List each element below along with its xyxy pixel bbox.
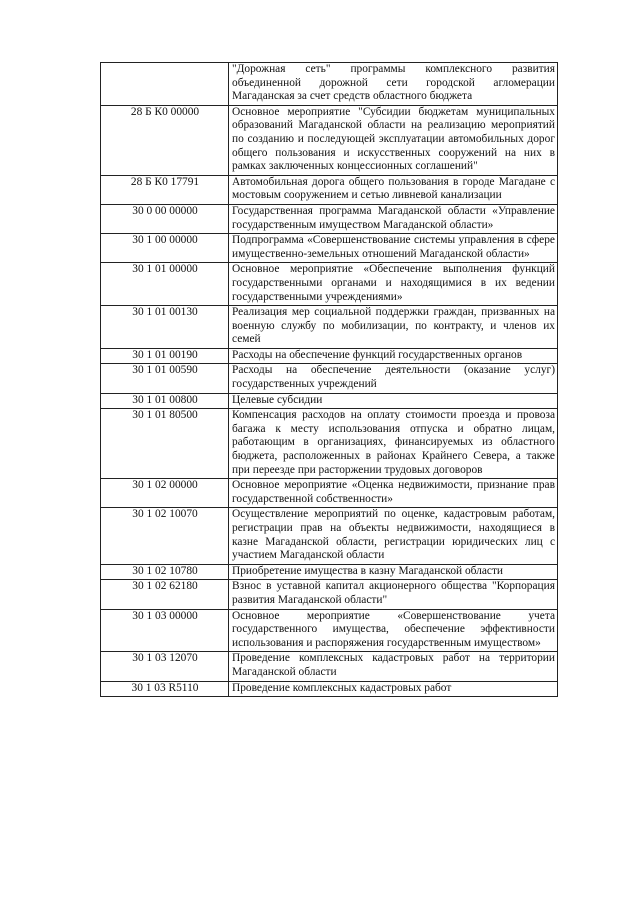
target-article-name: Компенсация расходов на оплату стоимости проезда и провоза багажа к месту использования отпуска и обратно лицам, работающим в организациях, финансируемых из областного бюджета, расположенных в районах Крайнего Севера, а также при переезде при расторжении трудовых договоров bbox=[229, 409, 558, 479]
target-article-code: 30 1 01 00800 bbox=[101, 393, 229, 409]
budget-classification-table bbox=[100, 62, 558, 697]
table-body bbox=[101, 63, 558, 697]
target-article-code: 28 Б К0 00000 bbox=[101, 105, 229, 175]
target-article-code: 30 1 02 10070 bbox=[101, 508, 229, 564]
target-article-code bbox=[101, 63, 229, 106]
target-article-name: Приобретение имущества в казну Магаданской области bbox=[229, 564, 558, 580]
table-row bbox=[101, 175, 558, 204]
table-row bbox=[101, 681, 558, 697]
table-row bbox=[101, 364, 558, 393]
target-article-code: 30 1 00 00000 bbox=[101, 234, 229, 263]
table-row bbox=[101, 479, 558, 508]
table-row bbox=[101, 234, 558, 263]
table-row bbox=[101, 564, 558, 580]
target-article-code: 30 1 01 00190 bbox=[101, 348, 229, 364]
target-article-name: Подпрограмма «Совершенствование системы управления в сфере имущественно-земельных отношений Магаданской области» bbox=[229, 234, 558, 263]
target-article-name: Целевые субсидии bbox=[229, 393, 558, 409]
target-article-name: Основное мероприятие "Субсидии бюджетам муниципальных образований Магаданской области на реализацию мероприятий по созданию и последующей эксплуатации автомобильных дорог общего пользования и искусственных сооружений на них в рамках заключенных концессионных соглашений" bbox=[229, 105, 558, 175]
target-article-name: Автомобильная дорога общего пользования в городе Магадане с мостовым сооружением и сетью ливневой канализации bbox=[229, 175, 558, 204]
target-article-name: Основное мероприятие «Оценка недвижимости, признание прав государственной собственности» bbox=[229, 479, 558, 508]
table-row bbox=[101, 348, 558, 364]
target-article-code: 30 1 01 00000 bbox=[101, 263, 229, 306]
target-article-name: Взнос в уставной капитал акционерного общества "Корпорация развития Магаданской области" bbox=[229, 580, 558, 609]
target-article-code: 30 1 01 00130 bbox=[101, 306, 229, 349]
table-row bbox=[101, 105, 558, 175]
target-article-code: 30 1 03 12070 bbox=[101, 652, 229, 681]
target-article-name: Расходы на обеспечение деятельности (оказание услуг) государственных учреждений bbox=[229, 364, 558, 393]
target-article-name: Проведение комплексных кадастровых работ bbox=[229, 681, 558, 697]
table-row bbox=[101, 609, 558, 652]
target-article-name: Осуществление мероприятий по оценке, кадастровым работам, регистрации прав на объекты недвижимости, находящиеся в казне Магаданской области, регистрации юридических лиц с участием Магаданской области bbox=[229, 508, 558, 564]
table-row bbox=[101, 652, 558, 681]
target-article-name: Основное мероприятие «Обеспечение выполнения функций государственными органами и находящимися в их ведении государственными учреждениями» bbox=[229, 263, 558, 306]
table-row bbox=[101, 508, 558, 564]
target-article-code: 30 1 01 80500 bbox=[101, 409, 229, 479]
table-row bbox=[101, 63, 558, 106]
target-article-name: Государственная программа Магаданской области «Управление государственным имуществом Магаданской области» bbox=[229, 204, 558, 233]
target-article-code: 30 1 02 10780 bbox=[101, 564, 229, 580]
target-article-code: 30 0 00 00000 bbox=[101, 204, 229, 233]
table-row bbox=[101, 204, 558, 233]
target-article-name: Проведение комплексных кадастровых работ на территории Магаданской области bbox=[229, 652, 558, 681]
table-row bbox=[101, 306, 558, 349]
table-row bbox=[101, 409, 558, 479]
target-article-name: Расходы на обеспечение функций государственных органов bbox=[229, 348, 558, 364]
target-article-code: 30 1 03 R5110 bbox=[101, 681, 229, 697]
target-article-code: 30 1 01 00590 bbox=[101, 364, 229, 393]
target-article-name: Основное мероприятие «Совершенствование учета государственного имущества, обеспечение эффективности использования и распоряжения государственным имуществом» bbox=[229, 609, 558, 652]
target-article-code: 28 Б К0 17791 bbox=[101, 175, 229, 204]
target-article-code: 30 1 03 00000 bbox=[101, 609, 229, 652]
target-article-code: 30 1 02 62180 bbox=[101, 580, 229, 609]
table-row bbox=[101, 393, 558, 409]
table-row bbox=[101, 580, 558, 609]
table-row bbox=[101, 263, 558, 306]
target-article-name: Реализация мер социальной поддержки граждан, призванных на военную службу по мобилизации, по контракту, и членов их семей bbox=[229, 306, 558, 349]
target-article-code: 30 1 02 00000 bbox=[101, 479, 229, 508]
target-article-name: "Дорожная сеть" программы комплексного развития объединенной дорожной сети городской агломерации Магаданская за счет средств областного бюджета bbox=[229, 63, 558, 106]
